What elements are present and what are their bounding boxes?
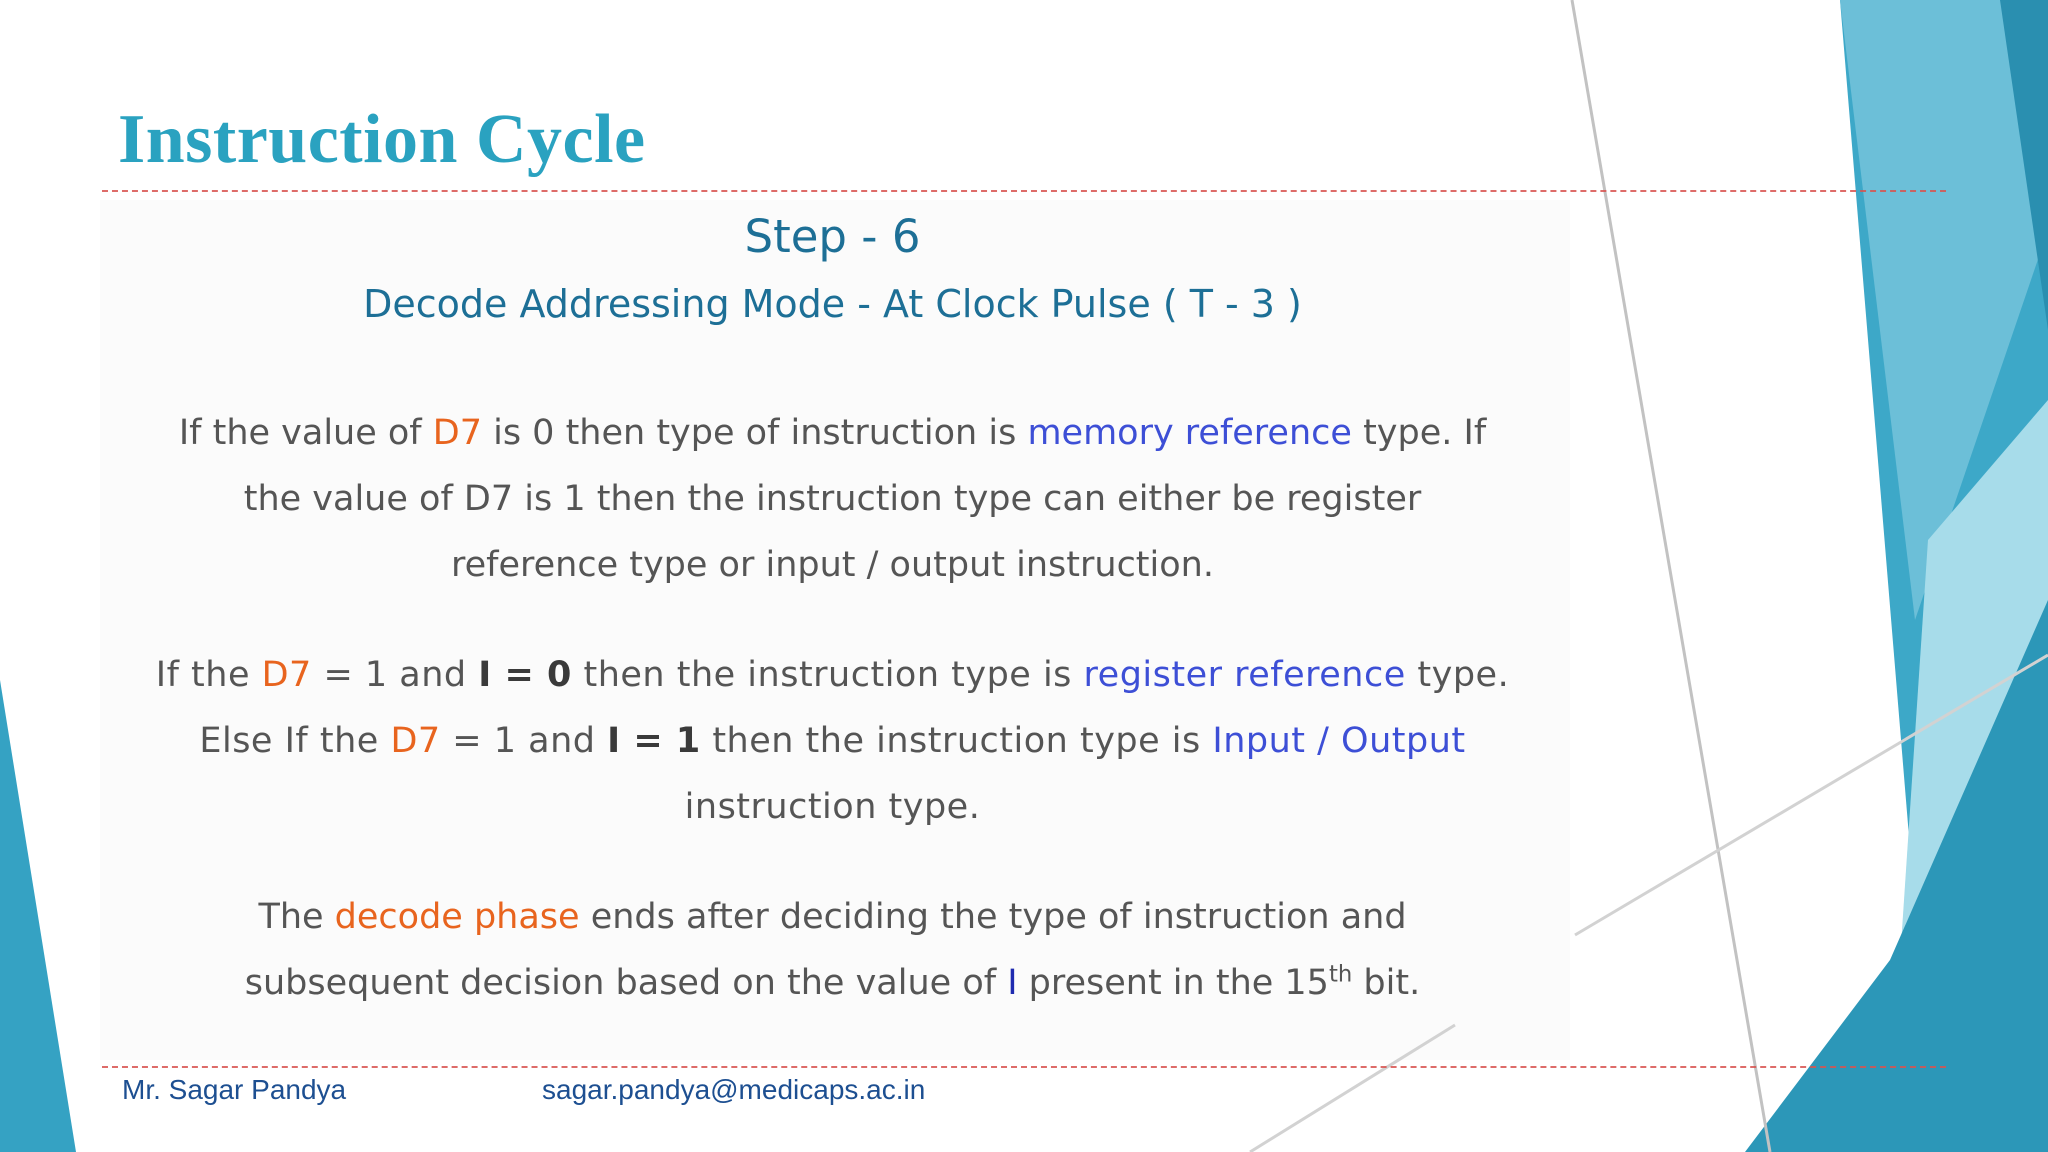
paragraph-decode-phase [100, 884, 1565, 1016]
text: If the [155, 655, 262, 695]
paragraph-register-io [100, 642, 1565, 840]
footer-author: Mr. Sagar Pandya [122, 1074, 347, 1105]
memory-reference-term: memory reference [1027, 413, 1352, 453]
text: subsequent decision based on the value of [244, 963, 1008, 1003]
input-output-term: Input / Output [1212, 721, 1466, 761]
top-divider [102, 190, 1946, 192]
bottom-divider [102, 1066, 1946, 1068]
text: instruction type. [684, 787, 981, 827]
paragraph-memory-reference [100, 400, 1565, 598]
i-equals-0: I = 0 [478, 655, 572, 695]
step-subtitle: Decode Addressing Mode - At Clock Pulse ( T - 3 ) [363, 282, 1302, 326]
d7-term: D7 [390, 721, 441, 761]
text: is 0 then type of instruction is [481, 413, 1028, 453]
step-heading: Step - 6 [744, 210, 921, 263]
text: then the instruction type is [700, 721, 1213, 761]
d7-term: D7 [432, 413, 482, 453]
slide-content [100, 200, 1565, 1016]
i-equals-1: I = 1 [607, 721, 701, 761]
text: If the value of [178, 413, 433, 453]
slide-title: Instruction Cycle [118, 101, 646, 178]
text: type. If [1351, 413, 1487, 453]
text: present in the 15 [1017, 963, 1329, 1003]
text: then the instruction type is [571, 655, 1084, 695]
text: Else If the [199, 721, 391, 761]
diagonal-line-1 [1572, 0, 1770, 1152]
decode-phase-term: decode phase [334, 897, 580, 937]
ordinal-suffix: th [1328, 961, 1353, 988]
teal-shape-left [0, 680, 76, 1152]
text: bit. [1352, 963, 1421, 1003]
register-reference-term: register reference [1083, 655, 1406, 695]
d7-term: D7 [261, 655, 312, 695]
text: = 1 and [311, 655, 479, 695]
i-bit-term: I [1007, 963, 1018, 1003]
text: The [258, 897, 335, 937]
text: type. [1405, 655, 1510, 695]
text: = 1 and [440, 721, 608, 761]
text: reference type or input / output instruction. [451, 545, 1214, 585]
text: ends after deciding the type of instruction and [579, 897, 1407, 937]
text: the value of D7 is 1 then the instruction type can either be register [243, 479, 1422, 519]
footer-email: sagar.pandya@medicaps.ac.in [542, 1074, 926, 1105]
